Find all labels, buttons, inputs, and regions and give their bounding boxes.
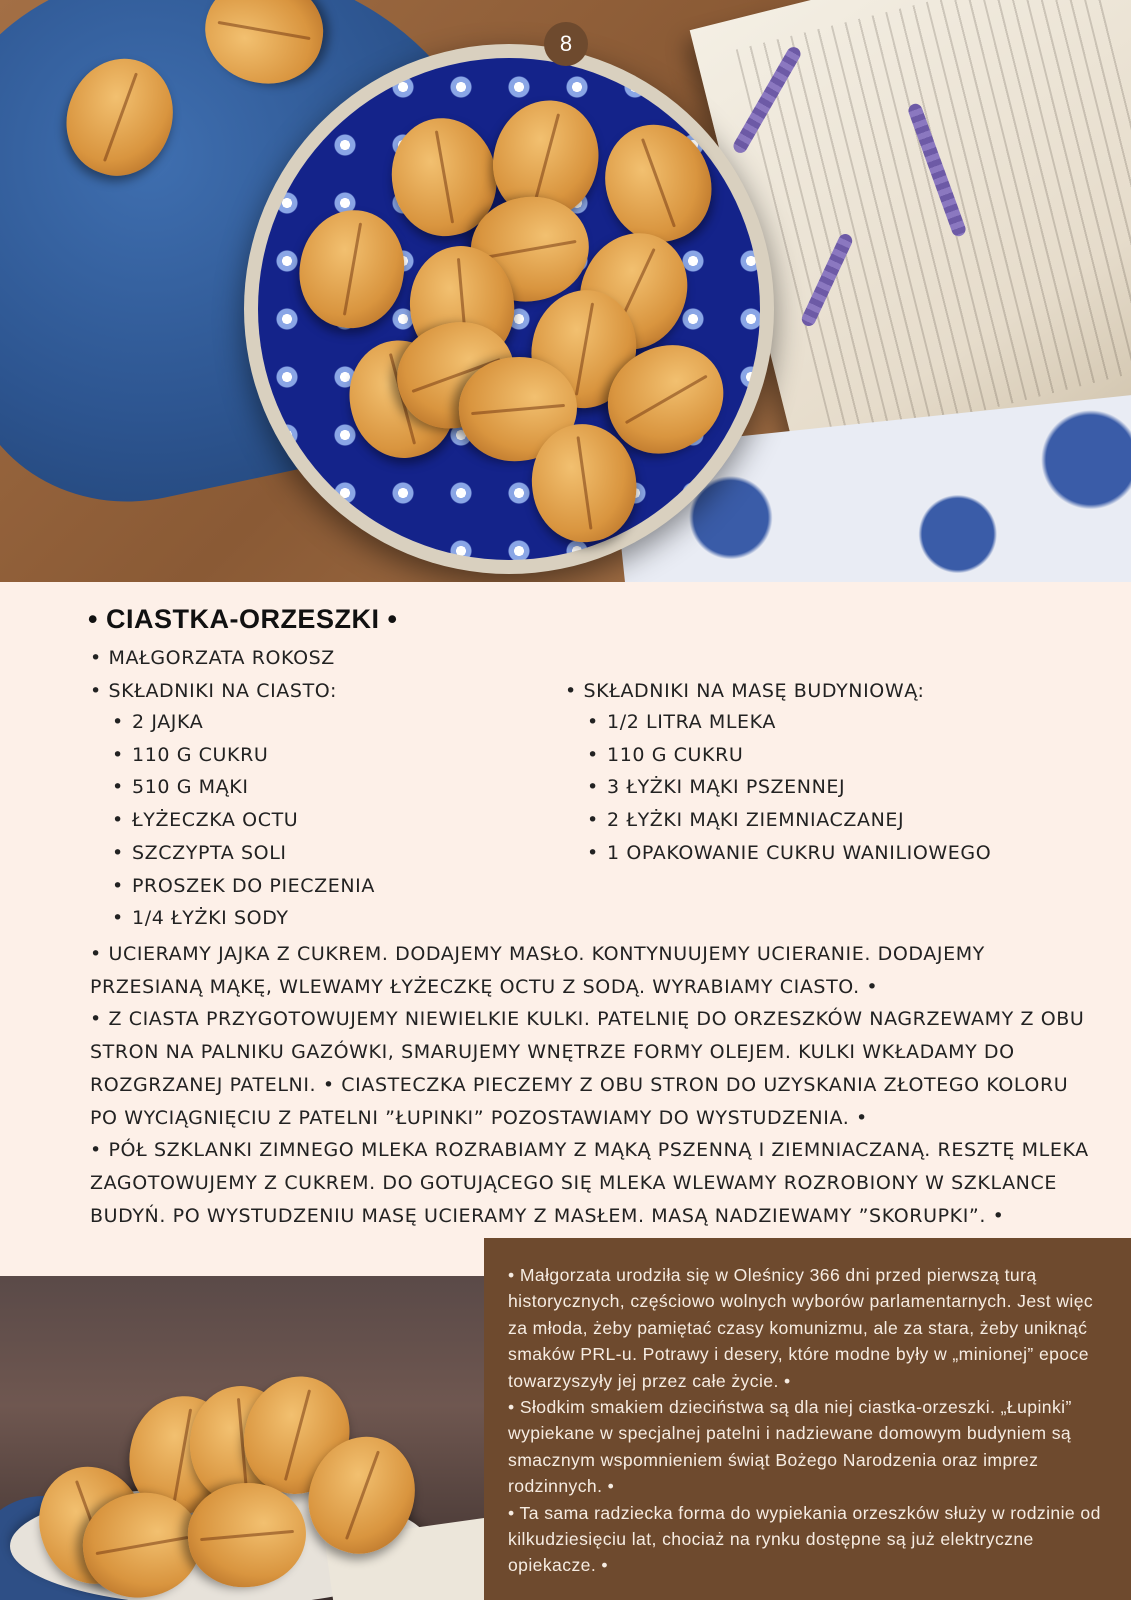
filling-heading: • SKŁADNIKI NA MASĘ BUDYNIOWĄ: xyxy=(565,680,925,702)
filling-ingredient-list xyxy=(565,706,1085,870)
recipe-title: • CIASTKA-ORZESZKI • xyxy=(88,604,398,634)
ingredient-item: • 3 ŁYŻKI MĄKI PSZENNEJ xyxy=(587,771,1085,804)
step-paragraph: • Z CIASTA PRZYGOTOWUJEMY NIEWIELKIE KULKI. PATELNIĘ DO ORZESZKÓW NAGRZEWAMY Z OBU STRON NA PALNIKU GAZÓWKI, SMARUJEMY WNĘTRZE FORMY OLEJEM. KULKI WKŁADAMY DO ROZGRZANEJ PATELNI. • CIASTECZKA PIECZEMY Z OBU STRON DO UZYSKANIA ZŁOTEGO KOLORU PO WYCIĄGNIĘCIU Z PATELNI ”ŁUPINKI” POZOSTAWIAMY DO WYSTUDZENIA. • xyxy=(90,1008,1085,1129)
story-text xyxy=(508,1262,1108,1579)
ingredient-item: • 1/2 LITRA MLEKA xyxy=(587,706,1085,739)
ingredient-item: • 2 ŁYŻKI MĄKI ZIEMNIACZANEJ xyxy=(587,804,1085,837)
preparation-steps xyxy=(90,938,1090,1232)
dough-ingredients xyxy=(90,676,550,935)
story-paragraph: • Słodkim smakiem dzieciństwa są dla niej ciastka-orzeszki. „Łupinki” wypiekane w specjalnej patelni i nadziewane domowym budyniem są smacznym wspomnieniem świąt Bożego Narodzenia oraz imprez rodzinnych. • xyxy=(508,1397,1072,1497)
step-paragraph: • PÓŁ SZKLANKI ZIMNEGO MLEKA ROZRABIAMY Z MĄKĄ PSZENNĄ I ZIEMNIACZANĄ. RESZTĘ MLEKA ZAGOTOWUJEMY Z CUKREM. DO GOTUJĄCEGO SIĘ MLEKA WLEWAMY ROZROBIONY W SZKLANCE BUDYŃ. PO WYSTUDZENIU MASĘ UCIERAMY Z MASŁEM. MASĄ NADZIEWAMY ”SKORUPKI”. • xyxy=(90,1139,1089,1227)
story-paragraph: • Małgorzata urodziła się w Oleśnicy 366 dni przed pierwszą turą historycznych, częściowo wolnych wyborów parlamentarnych. Jest więc za młoda, żeby pamiętać czasy komunizmu, ale za stara, żeby uniknąć smaków PRL-u. Potrawy i desery, które modne były w „minionej” epoce towarzyszyły jej przez całe życie. • xyxy=(508,1265,1094,1391)
ingredient-item: • SZCZYPTA SOLI xyxy=(112,837,550,870)
page-number-badge: 8 xyxy=(544,22,588,66)
ingredient-item: • 110 G CUKRU xyxy=(587,739,1085,772)
recipe-author: • MAŁGORZATA ROKOSZ xyxy=(90,647,335,669)
bottom-photo-cookies xyxy=(0,1276,484,1600)
ingredient-item: • ŁYŻECZKA OCTU xyxy=(112,804,550,837)
dough-heading: • SKŁADNIKI NA CIASTO: xyxy=(90,680,337,702)
story-paragraph: • Ta sama radziecka forma do wypiekania orzeszków służy w rodzinie od kilkudziesięciu lat, chociaż na rynku dostępne są już elektryczne opiekacze. • xyxy=(508,1502,1101,1576)
filling-ingredients xyxy=(565,676,1085,870)
hero-photo-cookies-plate xyxy=(0,0,1131,582)
step-paragraph: • UCIERAMY JAJKA Z CUKREM. DODAJEMY MASŁO. KONTYNUUJEMY UCIERANIE. DODAJEMY PRZESIANĄ MĄKĘ, WLEWAMY ŁYŻECZKĘ OCTU Z SODĄ. WYRABIAMY CIASTO. • xyxy=(90,943,985,998)
ingredient-item: • 110 G CUKRU xyxy=(112,739,550,772)
story-box xyxy=(484,1238,1131,1600)
dough-ingredient-list xyxy=(90,706,550,935)
ingredient-item: • PROSZEK DO PIECZENIA xyxy=(112,870,550,903)
ingredient-item: • 510 G MĄKI xyxy=(112,771,550,804)
ingredient-item: • 2 JAJKA xyxy=(112,706,550,739)
ingredient-item: • 1 OPAKOWANIE CUKRU WANILIOWEGO xyxy=(587,837,1085,870)
ingredient-item: • 1/4 ŁYŻKI SODY xyxy=(112,902,550,935)
